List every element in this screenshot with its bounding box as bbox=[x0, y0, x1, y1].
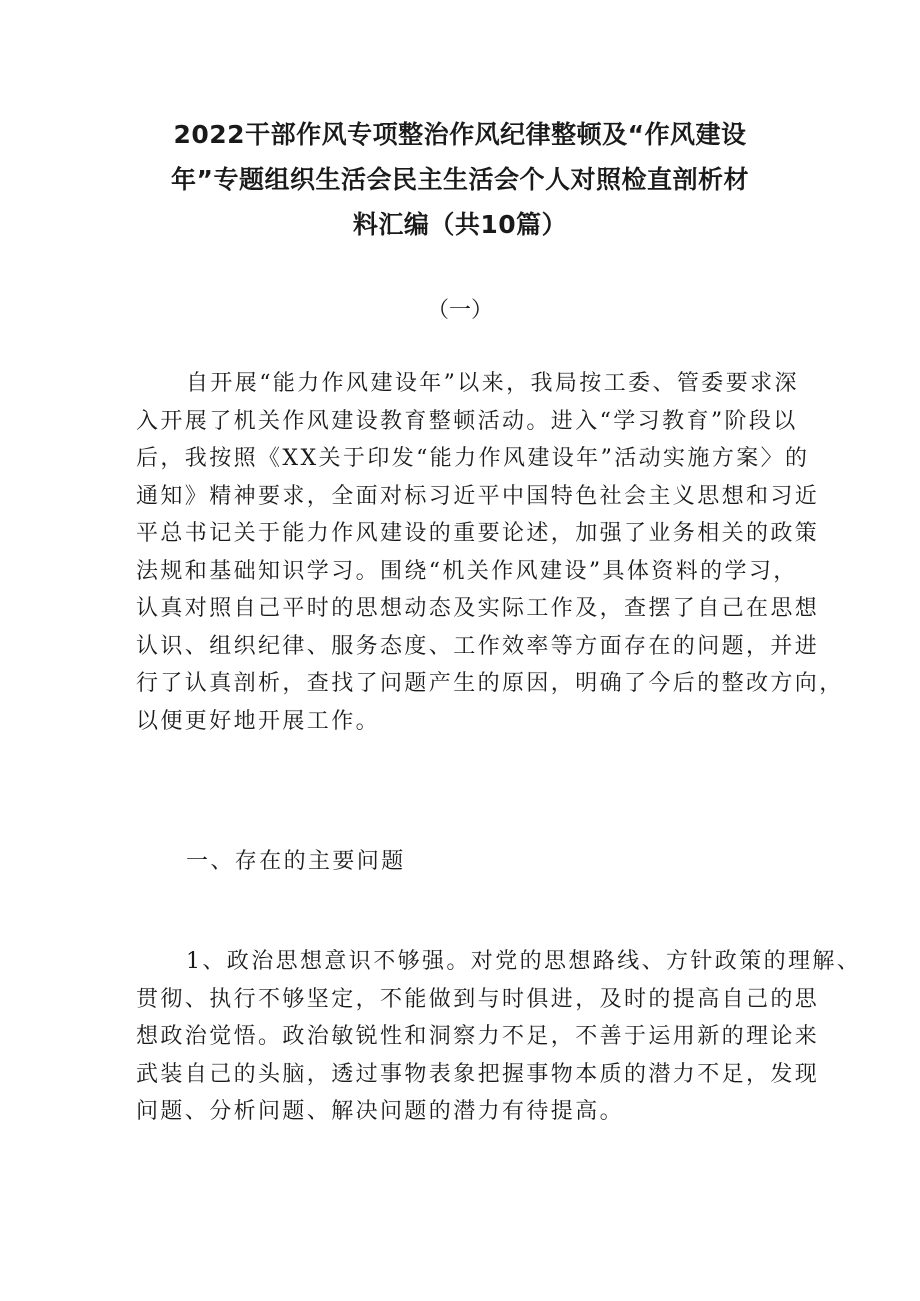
problem-paragraph bbox=[136, 943, 862, 1131]
section-heading: 一、存在的主要问题 bbox=[186, 849, 406, 874]
paragraph-line: 入开展了机关作风建设教育整顿活动。进入“学习教育”阶段以 bbox=[136, 408, 798, 434]
paragraph-line: 行了认真剖析，查找了问题产生的原因，明确了今后的整改方向， bbox=[136, 671, 844, 696]
paragraph-line: 以便更好地开展工作。 bbox=[136, 708, 381, 734]
paragraph-line: 法规和基础知识学习。围绕“机关作风建设”具体资料的学习， bbox=[136, 558, 798, 584]
paragraph-line: 贯彻、执行不够坚定，不能做到与时俱进，及时的提高自己的思 bbox=[136, 986, 820, 1012]
paragraph-line: 通知》精神要求，全面对标习近平中国特色社会主义思想和习近 bbox=[136, 483, 820, 509]
paragraph-line: 问题、分析问题、解决问题的潜力有待提高。 bbox=[136, 1099, 625, 1124]
paragraph-line: 认真对照自己平时的思想动态及实际工作及，查摆了自己在思想 bbox=[136, 596, 820, 621]
title-line: 料汇编（共10篇） bbox=[352, 210, 568, 239]
paragraph-line: 后，我按照《XX关于印发“能力作风建设年”活动实施方案〉的 bbox=[136, 446, 810, 471]
paragraph-line: 平总书记关于能力作风建设的重要论述，加强了业务相关的政策 bbox=[136, 521, 820, 546]
intro-paragraph bbox=[136, 365, 844, 740]
document-title bbox=[130, 112, 790, 247]
section-marker: （一） bbox=[426, 298, 493, 323]
paragraph-line: 1、政治思想意识不够强。对党的思想路线、方针政策的理解、 bbox=[186, 949, 862, 974]
paragraph-line: 认识、组织纪律、服务态度、工作效率等方面存在的问题，并进 bbox=[136, 633, 820, 659]
paragraph-line: 自开展“能力作风建设年”以来，我局按工委、管委要求深 bbox=[186, 371, 799, 396]
title-line: 2022干部作风专项整治作风纪律整顿及“作风建设 bbox=[173, 120, 747, 149]
paragraph-line: 武装自己的头脑，透过事物表象把握事物本质的潜力不足，发现 bbox=[136, 1061, 820, 1087]
paragraph-line: 想政治觉悟。政治敏锐性和洞察力不足，不善于运用新的理论来 bbox=[136, 1024, 820, 1049]
title-line: 年”专题组织生活会民主生活会个人对照检直剖析材 bbox=[171, 165, 749, 194]
